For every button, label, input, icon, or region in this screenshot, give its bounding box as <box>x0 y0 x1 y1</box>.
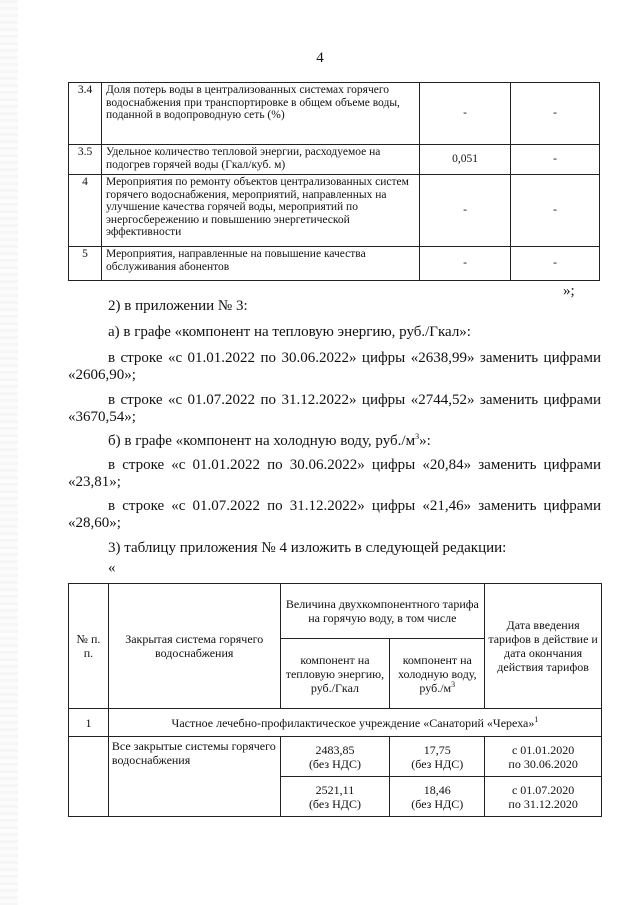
heat-value-cell <box>280 737 390 777</box>
row-number: 4 <box>69 175 102 247</box>
tariff-table <box>68 583 602 817</box>
cold-column-text: б) в графе «компонент на холодную воду, руб./м <box>108 433 416 449</box>
date-cell <box>485 777 602 817</box>
row-text: Удельное количество тепловой энергии, расходуемое на подогрев горячей воды (Гкал/куб. м) <box>102 145 420 175</box>
table-row <box>69 709 602 737</box>
date-to: по 31.12.2020 <box>508 796 578 811</box>
date-to: по 30.06.2020 <box>508 756 578 771</box>
date-from: с 01.01.2020 <box>511 742 575 757</box>
cold-column-sup: 3 <box>415 432 420 441</box>
row-number: 5 <box>69 247 102 281</box>
cold-value: 17,75 <box>423 742 451 757</box>
header-tariff-group: Величина двухкомпонентного тарифа на горячую воду, в том числе <box>280 584 485 639</box>
table-row <box>69 83 600 145</box>
org-number: 1 <box>69 709 109 737</box>
table-header-row <box>69 584 602 639</box>
cold-note: (без НДС) <box>411 796 464 811</box>
scan-edge <box>0 0 18 905</box>
table-row <box>69 247 600 281</box>
row-text: Мероприятия, направленные на повышение качества обслуживания абонентов <box>102 247 420 281</box>
value-cell: - <box>511 145 600 175</box>
paragraph-appendix-4: 3) таблицу приложения № 4 изложить в следующей редакции: <box>108 540 507 556</box>
header-cold-sup: 3 <box>451 679 456 689</box>
row-number: 3.4 <box>69 83 102 145</box>
paragraph-cold-row-1: в строке «с 01.01.2022 по 30.06.2022» цифры «20,84» заменить цифрами <box>108 457 601 473</box>
system-label: Все закрытые системы горячего водоснабжения <box>108 737 280 817</box>
page-number: 4 <box>316 50 324 66</box>
value-cell: - <box>511 175 600 247</box>
paragraph-heat-row-2-cont: «3670,54»; <box>68 409 136 425</box>
row-text: Доля потерь воды в централизованных системах горячего водоснабжения при транспортировке в общем объеме воды, поданной в водопроводную сеть (%) <box>102 83 420 145</box>
header-heat-component: компонент на тепловую энергию, руб./Гкал <box>280 639 390 709</box>
table-row <box>69 145 600 175</box>
cold-value: 18,46 <box>423 782 451 797</box>
row-number: 3.5 <box>69 145 102 175</box>
heat-value: 2521,11 <box>315 782 355 797</box>
value-cell: - <box>420 247 511 281</box>
paragraph-heat-row-2: в строке «с 01.07.2022 по 31.12.2022» цифры «2744,52» заменить цифрами <box>108 392 601 408</box>
value-cell: - <box>420 175 511 247</box>
header-num: № п. п. <box>69 584 109 709</box>
org-footnote-mark: 1 <box>534 714 539 724</box>
header-dates: Дата введения тарифов в действие и дата окончания действия тарифов <box>485 584 602 709</box>
indicators-table <box>68 82 600 281</box>
table-row <box>69 175 600 247</box>
table-row <box>69 737 602 777</box>
cold-value-cell <box>390 737 485 777</box>
value-cell: - <box>511 83 600 145</box>
empty-cell <box>69 737 109 817</box>
date-cell <box>485 737 602 777</box>
opening-quote: « <box>108 560 116 576</box>
row-text: Мероприятия по ремонту объектов централизованных систем горячего водоснабжения, мероприятий, направленных на улучшение качества горячей воды, мероприятий по энергосбережению и повышению энергетической эффективности <box>102 175 420 247</box>
header-cold-component <box>390 639 485 709</box>
heat-value-cell <box>280 777 390 817</box>
paragraph-cold-row-2: в строке «с 01.07.2022 по 31.12.2022» цифры «21,46» заменить цифрами <box>108 498 601 514</box>
header-cold-text: компонент на холодную воду, руб./м <box>397 652 477 695</box>
header-system: Закрытая система горячего водоснабжения <box>108 584 280 709</box>
closing-quote: »; <box>563 283 575 299</box>
value-cell: 0,051 <box>420 145 511 175</box>
org-name-cell <box>108 709 601 737</box>
date-from: с 01.07.2020 <box>511 782 575 797</box>
heat-note: (без НДС) <box>308 796 361 811</box>
cold-note: (без НДС) <box>411 756 464 771</box>
heat-value: 2483,85 <box>315 742 355 757</box>
cold-column-end: »: <box>419 433 431 449</box>
cold-value-cell <box>390 777 485 817</box>
paragraph-heat-column: а) в графе «компонент на тепловую энергию, руб./Гкал»: <box>108 324 471 340</box>
paragraph-heat-row-1: в строке «с 01.01.2022 по 30.06.2022» цифры «2638,99» заменить цифрами <box>108 350 601 366</box>
org-name: Частное лечебно-профилактическое учреждение «Санаторий «Череха» <box>171 715 535 730</box>
heat-note: (без НДС) <box>308 756 361 771</box>
value-cell: - <box>511 247 600 281</box>
paragraph-cold-column <box>108 433 431 450</box>
paragraph-appendix-3: 2) в приложении № 3: <box>108 298 248 314</box>
paragraph-cold-row-2-cont: «28,60»; <box>68 515 121 531</box>
paragraph-cold-row-1-cont: «23,81»; <box>68 474 121 490</box>
value-cell: - <box>420 83 511 145</box>
paragraph-heat-row-1-cont: «2606,90»; <box>68 367 136 383</box>
